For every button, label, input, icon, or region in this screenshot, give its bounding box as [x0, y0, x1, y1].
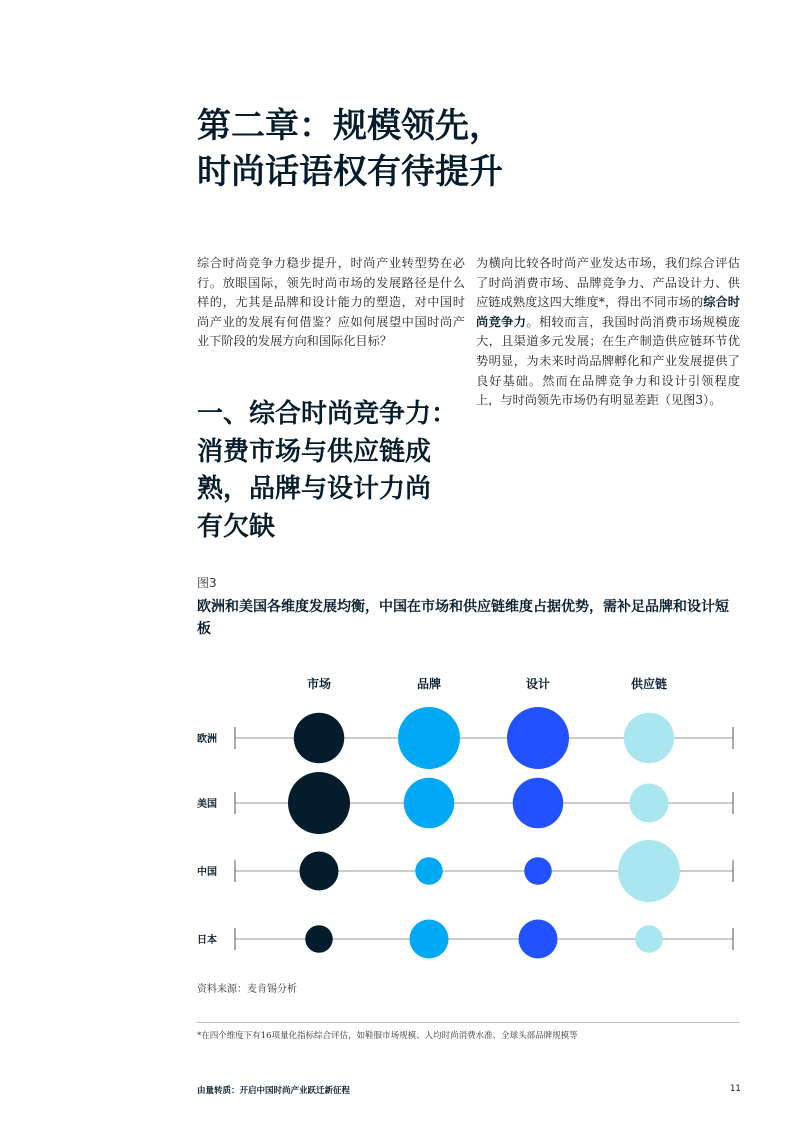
section-heading: [197, 396, 467, 546]
bubble-1-3: [630, 784, 669, 823]
bubble-0-0: [294, 713, 345, 764]
right-text-after: 。相较而言，我国时尚消费市场规模庞大，且渠道多元发展；在生产制造供应链环节优势明显，为未来时尚品牌孵化和产业发展提供了良好基础。然而在品牌竞争力和设计引领程度上，与时尚领先市场仍有明显差距（见图3）。: [476, 314, 741, 408]
page-number: 11: [730, 1084, 741, 1094]
section-heading-line-1: 一、综合时尚竞争力：: [197, 399, 458, 429]
intro-paragraph: 综合时尚竞争力稳步提升，时尚产业转型势在必行。放眼国际，领先时尚市场的发展路径是什么样的，尤其是品牌和设计能力的塑造，对中国时尚产业的发展有何借鉴？应如何展望中国时尚产业下阶段的发展方向和国际化目标？: [197, 256, 465, 349]
column-header-0: 市场: [306, 677, 332, 691]
bubble-3-3: [635, 925, 663, 953]
row-label-1: 美国: [197, 799, 217, 810]
bubble-2-2: [524, 857, 552, 885]
bubble-2-1: [415, 857, 443, 885]
figure-source: 资料来源：麦肯锡分析: [197, 984, 297, 995]
row-label-3: 日本: [197, 935, 217, 946]
bubble-1-2: [513, 778, 564, 829]
row-label-0: 欧洲: [197, 734, 217, 745]
bubble-0-1: [398, 707, 460, 769]
chapter-title-line-1: 第二章：规模领先，: [197, 106, 503, 146]
column-header-2: 设计: [525, 677, 551, 691]
section-heading-line-4: 有欠缺: [197, 511, 276, 542]
section-heading-line-3: 熟，品牌与设计力尚: [197, 474, 432, 504]
bubble-3-1: [410, 920, 449, 959]
column-header-3: 供应链: [630, 677, 668, 691]
section-heading-line-2: 消费市场与供应链成: [197, 436, 432, 467]
right-text-before: 为横向比较各时尚产业发达市场，我们综合评估了时尚消费市场、品牌竞争力、产品设计力、供应链成熟度这四大维度*，得出不同市场的: [476, 256, 740, 310]
figure-label: 图3: [197, 576, 217, 590]
bubble-1-0: [288, 772, 350, 834]
bubble-1-1: [404, 778, 455, 829]
bubble-3-2: [519, 920, 558, 959]
row-label-2: 中国: [197, 867, 217, 878]
bubble-chart: [190, 660, 750, 960]
footnote-divider: [197, 1022, 740, 1023]
footer-title: 由量转质：开启中国时尚产业跃迁新征程: [197, 1086, 351, 1096]
footnote: *在四个维度下有16项量化指标综合评估，如鞋服市场规模、人均时尚消费水准、全球头部品牌规模等: [197, 1031, 578, 1041]
bubble-2-0: [300, 852, 339, 891]
bubble-2-3: [618, 840, 680, 902]
figure-title: 欧洲和美国各维度发展均衡，中国在市场和供应链维度占据优势，需补足品牌和设计短板: [197, 599, 729, 637]
bubble-0-3: [624, 713, 675, 764]
column-header-1: 品牌: [416, 677, 442, 691]
bold-term: 综合时尚竞争力: [476, 295, 740, 329]
chapter-title: [197, 103, 717, 195]
bubble-3-0: [305, 925, 333, 953]
bubble-0-2: [507, 707, 569, 769]
right-column-paragraph: [476, 254, 740, 411]
chapter-title-line-2: 时尚话语权有待提升: [197, 152, 503, 192]
